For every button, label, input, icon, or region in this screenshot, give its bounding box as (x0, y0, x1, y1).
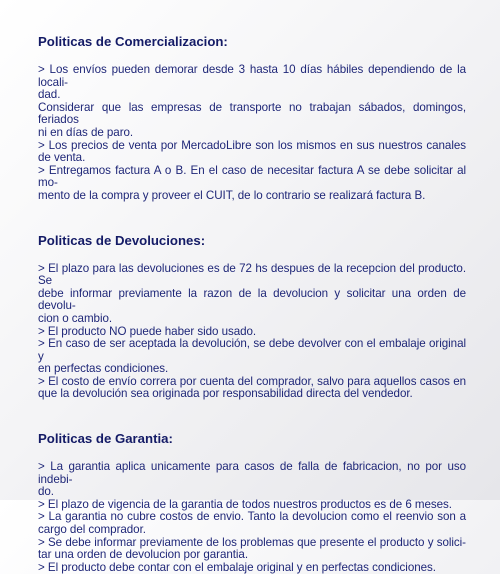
section-devoluciones (38, 233, 466, 402)
policy-line: dad. (38, 88, 61, 102)
section-title: Politicas de Devoluciones: (38, 232, 206, 248)
section-title: Politicas de Garantia: (38, 431, 173, 447)
policies-document (38, 34, 466, 574)
policy-line: > El plazo para las devoluciones es de 72 hs despues de la recepcion del producto. Se (38, 261, 466, 288)
policy-line: cargo del comprador. (38, 523, 146, 537)
policy-line: > La garantia aplica unicamente para casos de falla de fabricacion, no por uso indebi- (38, 460, 466, 486)
policy-line: > Los envíos pueden demorar desde 3 hasta 10 días hábiles dependiendo de la locali- (38, 63, 466, 89)
section-garantia (38, 431, 466, 574)
policy-line: de venta. (38, 151, 86, 165)
section-comercializacion (38, 34, 466, 203)
policy-line: en perfectas condiciones. (38, 362, 169, 376)
policy-line: > El plazo de vigencia de la garantia de todos nuestros productos es de 6 meses. (38, 497, 452, 511)
policy-line: do. (38, 485, 54, 499)
section-title: Politicas de Comercializacion: (38, 34, 228, 49)
policy-line: debe informar previamente la razon de la devolucion y solicitar una orden de devolu- (38, 286, 466, 313)
policy-line: > En caso de ser aceptada la devolución, se debe devolver con el embalaje original y (38, 337, 466, 363)
policy-line: > Se debe informar previamente de los problemas que presente el producto y solici- (38, 535, 466, 549)
policy-line: > El producto debe contar con el embalaje original y en perfectas condiciones. (38, 560, 436, 574)
policy-line: > El producto NO puede haber sido usado. (38, 324, 257, 338)
policy-line: > Los precios de venta por MercadoLibre son los mismos en sus nuestros canales (38, 138, 466, 152)
policy-line: > Entregamos factura A o B. En el caso de necesitar factura A se debe solicitar al mo- (38, 163, 466, 190)
policy-line: ni en días de paro. (38, 125, 134, 139)
policy-line: Considerar que las empresas de transporte no trabajan sábados, domingos, feriados (38, 100, 466, 127)
policy-line: tar una orden de devolucion por garantia. (38, 548, 249, 562)
policy-line: cion o cambio. (38, 311, 113, 325)
policy-line: > La garantia no cubre costos de envio. Tanto la devolucion como el reenvio son a (38, 510, 466, 524)
policy-line: mento de la compra y proveer el CUIT, de lo contrario se realizará factura B. (38, 188, 426, 202)
policy-line: que la devolución sea originada por responsabilidad directa del vendedor. (38, 387, 413, 401)
policy-line: > El costo de envío correra por cuenta del comprador, salvo para aquellos casos en (38, 374, 466, 388)
